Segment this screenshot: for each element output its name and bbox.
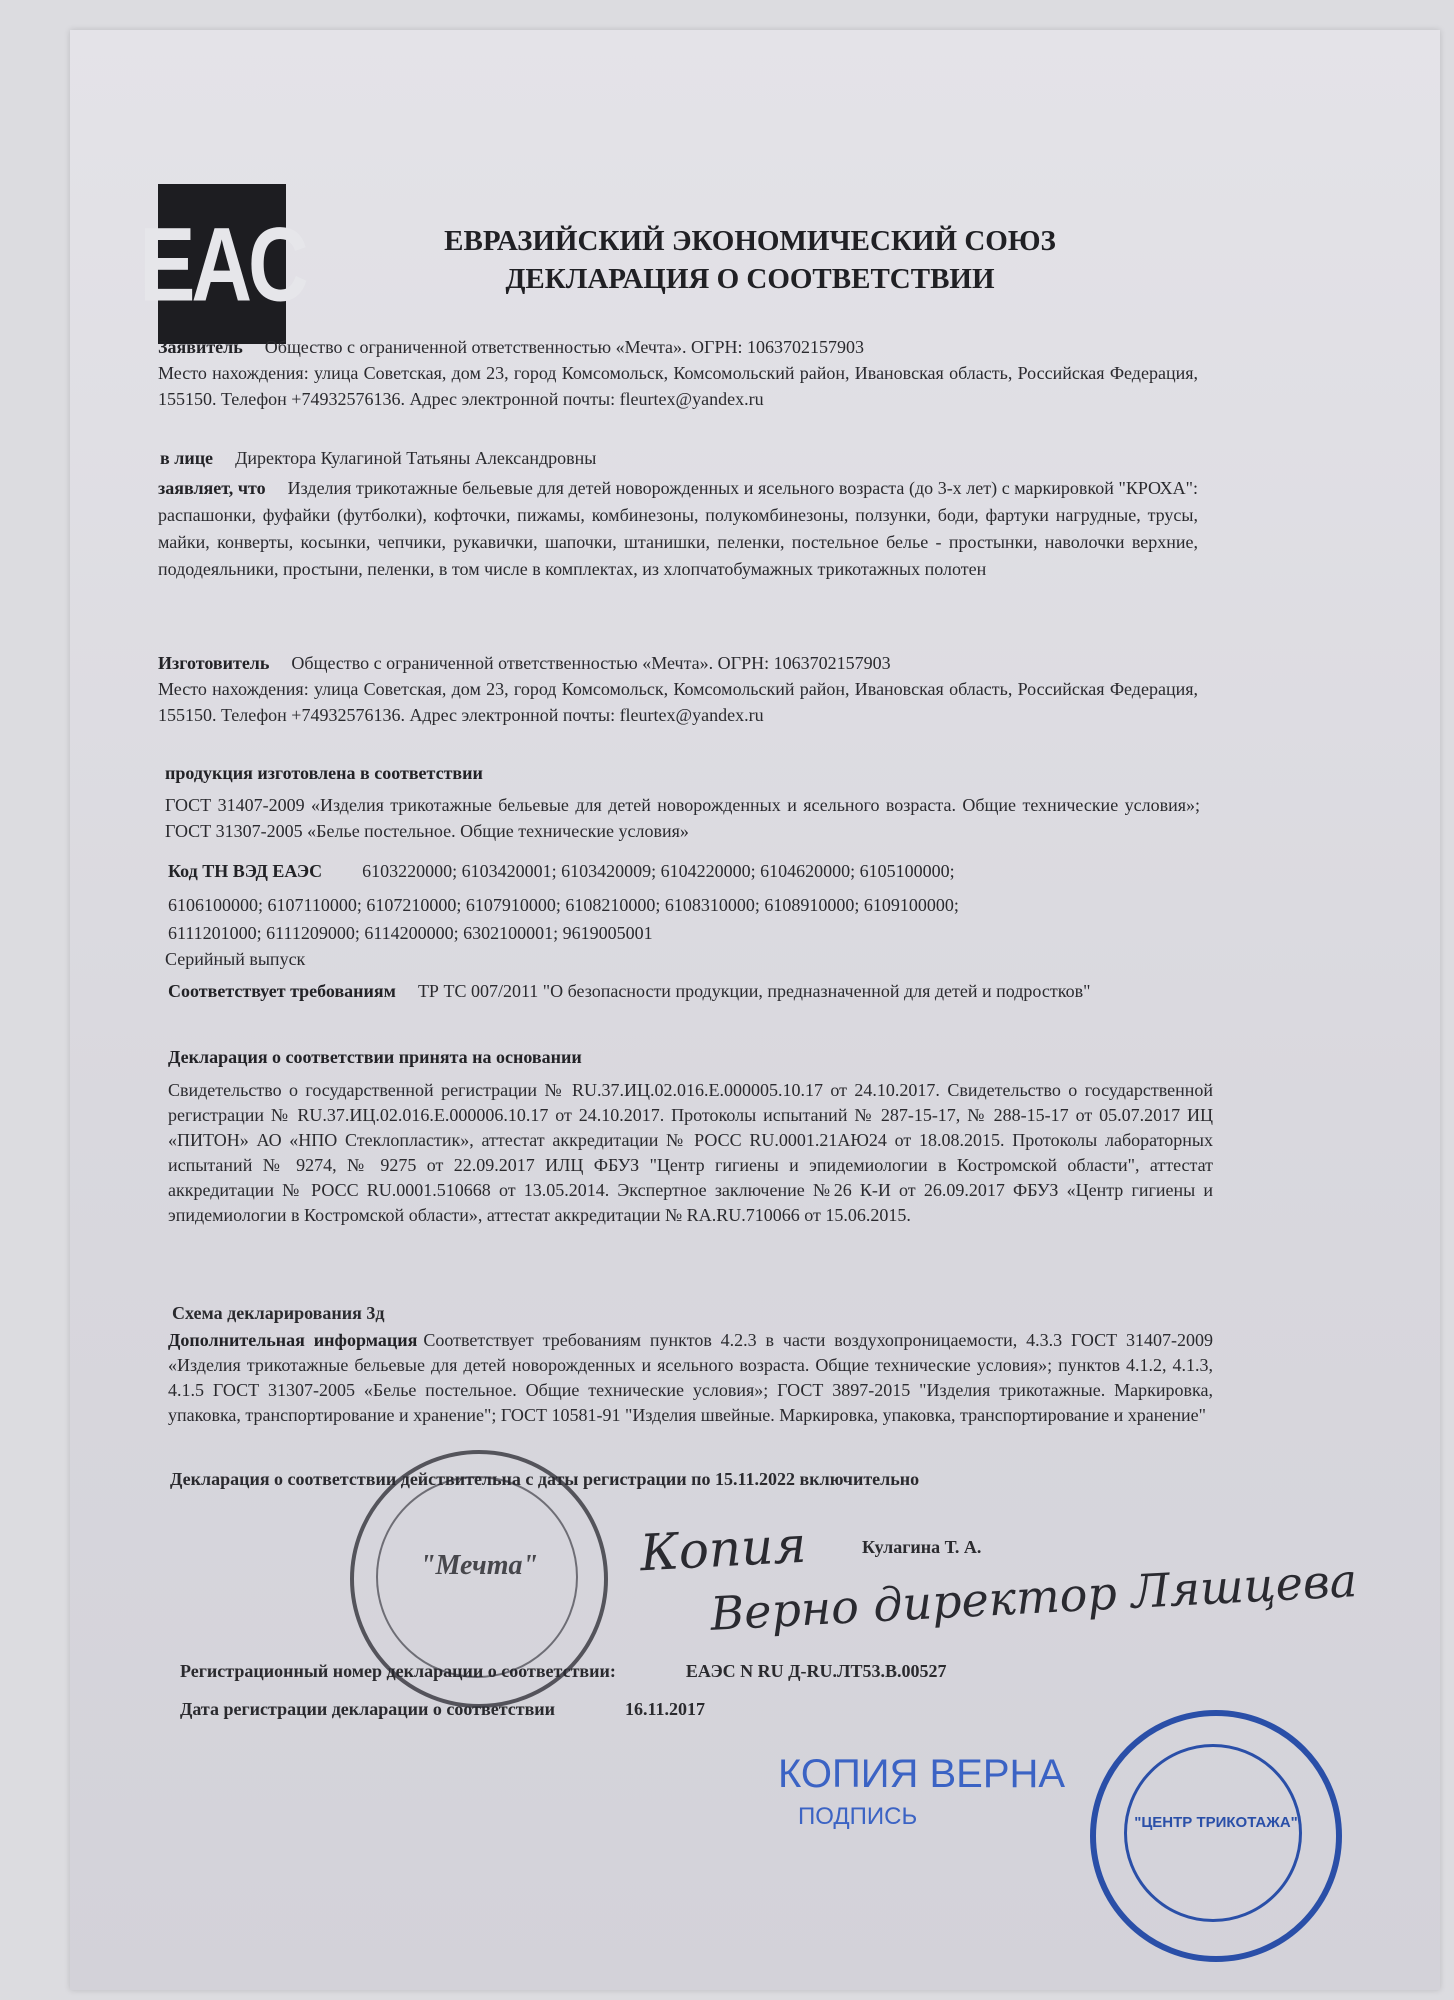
title-line-1: ЕВРАЗИЙСКИЙ ЭКОНОМИЧЕСКИЙ СОЮЗ bbox=[444, 225, 1056, 257]
additional-label: Дополнительная информация bbox=[168, 1330, 418, 1350]
basis-value: Свидетельство о государственной регистрации № RU.37.ИЦ.02.016.Е.000005.10.17 от 24.10.2017. Свидетельство о государственной регистрации № RU.37.ИЦ.02.016.Е.000006.10.17 от 24.10.2017. Протоколы испытаний № 287-15-17, № 288-15-17 от 05.07.2017 ИЦ «ПИТОН» АО «НПО Стеклопластик», аттестат аккредитации № РОСС RU.0001.21АЮ24 от 18.08.2015. Протоколы лабораторных испытаний № 9274, № 9275 от 22.09.2017 ИЛЦ ФБУЗ "Центр гигиены и эпидемиологии в Костромской области", аттестат аккредитации № РОСС RU.0001.510668 от 13.05.2014. Экспертное заключение №26 К-И от 26.09.2017 ФБУЗ «Центр гигиены и эпидемиологии в Костромской области», аттестат аккредитации № RA.RU.710066 от 15.06.2015. bbox=[168, 1080, 1213, 1225]
tnved-row-1 bbox=[168, 858, 1208, 884]
tnved-line-2: 6106100000; 6107110000; 6107210000; 6107910000; 6108210000; 6108310000; 6108910000; 6109100000; bbox=[168, 895, 959, 915]
conforms-value: ТР ТС 007/2011 "О безопасности продукции, предназначенной для детей и подростков" bbox=[417, 981, 1091, 1001]
conforms-block bbox=[168, 978, 1208, 1004]
manufacturer-address: Место нахождения: улица Советская, дом 23, город Комсомольск, Комсомольский район, Ивановская область, Российская Федерация, 155150. Телефон +74932576136. Адрес электронной почты: fleurtex@yandex.ru bbox=[158, 679, 1198, 725]
registration-row bbox=[180, 1658, 1220, 1684]
company-stamp-mechta bbox=[350, 1450, 608, 1708]
registration-label: Регистрационный номер декларации о соответствии: bbox=[180, 1661, 616, 1681]
scheme: Схема декларирования 3д bbox=[172, 1303, 385, 1323]
person-value: Директора Кулагиной Татьяны Александровны bbox=[235, 448, 597, 468]
tnved-label: Код ТН ВЭД ЕАЭС bbox=[168, 861, 323, 881]
basis-label: Декларация о соответствии принята на основании bbox=[168, 1047, 582, 1067]
registration-date-row bbox=[180, 1696, 1220, 1722]
produced-label: продукция изготовлена в соответствии bbox=[165, 763, 483, 783]
additional-block bbox=[168, 1328, 1213, 1428]
registration-date: 16.11.2017 bbox=[625, 1699, 706, 1719]
center-stamp-title: "ЦЕНТР ТРИКОТАЖА" bbox=[1134, 1814, 1298, 1831]
conforms-label: Соответствует требованиям bbox=[168, 981, 396, 1001]
declares-block bbox=[158, 475, 1198, 583]
company-stamp-center bbox=[1090, 1710, 1342, 1962]
handwritten-verified: Верно директор Ляшцева bbox=[709, 1553, 1359, 1641]
validity: Декларация о соответствии действительна с даты регистрации по 15.11.2022 включительно bbox=[170, 1469, 920, 1489]
manufacturer-name: Общество с ограниченной ответственностью «Мечта». ОГРН: 1063702157903 bbox=[291, 653, 891, 673]
center-stamp-inner-ring bbox=[1124, 1744, 1302, 1922]
registration-date-label: Дата регистрации декларации о соответствии bbox=[180, 1699, 556, 1719]
declares-label: заявляет, что bbox=[158, 478, 266, 498]
produced-label-row bbox=[165, 760, 1165, 786]
serial-release: Серийный выпуск bbox=[165, 949, 306, 969]
tnved-line-1: 6103220000; 6103420001; 6103420009; 6104220000; 6104620000; 6105100000; bbox=[362, 861, 955, 881]
declares-value: Изделия трикотажные бельевые для детей новорожденных и ясельного возраста (до 3-х лет) с маркировкой "КРОХА": распашонки, фуфайки (футболки), кофточки, пижамы, комбинезоны, полукомбинезоны, ползунки, боди, фартуки нагрудные, трусы, майки, конверты, косынки, чепчики, рукавички, шапочки, штанишки, пеленки, постельное белье - простынки, наволочки верхние, пододеяльники, простыни, пеленки, в том числе в комплектах, из хлопчатобумажных трикотажных полотен bbox=[158, 478, 1198, 579]
handwritten-copy: Копия bbox=[638, 1515, 808, 1583]
signer-name: Кулагина Т. А. bbox=[862, 1537, 982, 1557]
copy-verified-text: КОПИЯ ВЕРНА bbox=[778, 1752, 1066, 1796]
basis-label-row bbox=[168, 1044, 1168, 1070]
applicant-block bbox=[158, 334, 1198, 412]
tnved-line-3: 6111201000; 6111209000; 6114200000; 6302100001; 9619005001 bbox=[168, 923, 653, 943]
applicant-address: Место нахождения: улица Советская, дом 23, город Комсомольск, Комсомольский район, Ивановская область, Российская Федерация, 155150. Телефон +74932576136. Адрес электронной почты: fleurtex@yandex.ru bbox=[158, 363, 1198, 409]
applicant-label: Заявитель bbox=[158, 337, 243, 357]
registration-number: ЕАЭС N RU Д-RU.ЛТ53.В.00527 bbox=[685, 1661, 947, 1681]
person-block bbox=[160, 445, 1160, 471]
manufacturer-label: Изготовитель bbox=[158, 653, 270, 673]
additional-value: Соответствует требованиям пунктов 4.2.3 в части воздухопроницаемости, 4.3.3 ГОСТ 31407-2009 «Изделия трикотажные бельевые для детей новорожденных и ясельного возраста. Общие технические условия»; пунктов 4.1.2, 4.1.3, 4.1.5 ГОСТ 31307-2005 «Белье постельное. Общие технические условия»; ГОСТ 3897-2015 "Изделия трикотажные. Маркировка, упаковка, транспортирование и хранение"; ГОСТ 10581-91 "Изделия швейные. Маркировка, упаковка, транспортирование и хранение" bbox=[168, 1330, 1213, 1425]
document-title bbox=[430, 222, 1070, 298]
person-label: в лице bbox=[160, 448, 214, 468]
company-stamp-title: "Мечта" bbox=[419, 1550, 539, 1581]
eac-logo bbox=[139, 184, 305, 344]
produced-value: ГОСТ 31407-2009 «Изделия трикотажные бельевые для детей новорожденных и ясельного возраста. Общие технические условия»; ГОСТ 31307-2005 «Белье постельное. Общие технические условия» bbox=[165, 795, 1200, 841]
applicant-name: Общество с ограниченной ответственностью «Мечта». ОГРН: 1063702157903 bbox=[264, 337, 864, 357]
copy-verified-stamp bbox=[778, 1752, 1065, 1831]
manufacturer-block bbox=[158, 650, 1198, 728]
copy-verified-signature-label: ПОДПИСЬ bbox=[798, 1803, 918, 1830]
eac-logo-text: EAC bbox=[139, 204, 305, 323]
title-line-2: ДЕКЛАРАЦИЯ О СООТВЕТСТВИИ bbox=[505, 263, 995, 295]
